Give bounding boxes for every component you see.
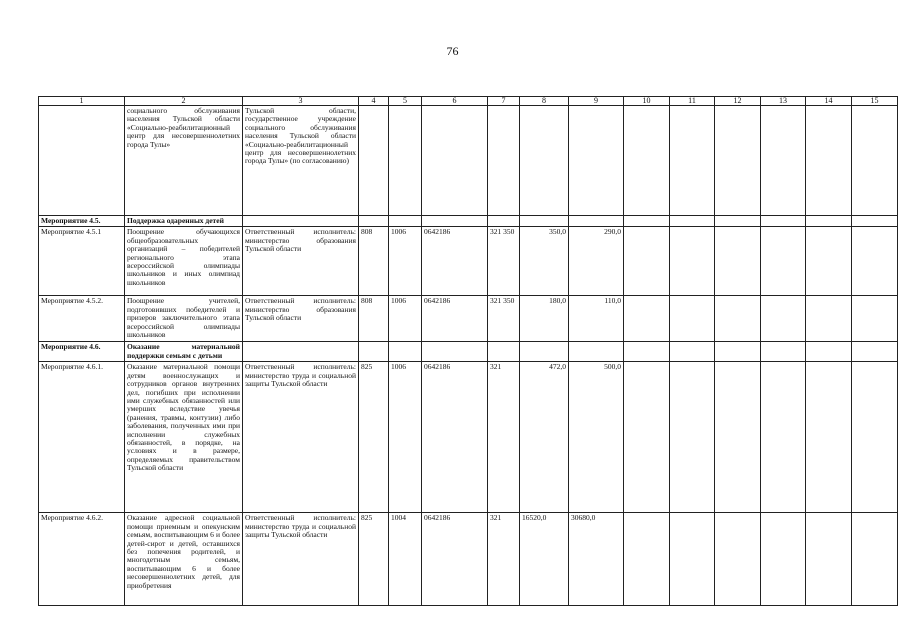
cell-target-code: 0642186 <box>422 362 488 513</box>
cell-amount: 30680,0 <box>569 513 624 606</box>
header-cell: 5 <box>389 97 422 106</box>
cell-measure: Мероприятие 4.6. <box>39 342 125 362</box>
section-row <box>39 216 898 227</box>
header-cell: 10 <box>624 97 670 106</box>
table-row <box>39 513 898 606</box>
header-cell: 11 <box>670 97 715 106</box>
cell-target-code: 0642186 <box>422 227 488 296</box>
cell-expense-code: 321 <box>488 362 520 513</box>
cell-measure: Мероприятие 4.5. <box>39 216 125 227</box>
cell-ministry-code: 825 <box>359 513 389 606</box>
header-cell: 2 <box>125 97 243 106</box>
table-header-row <box>39 97 898 106</box>
header-cell: 7 <box>488 97 520 106</box>
header-cell: 13 <box>761 97 806 106</box>
cell-executor: Ответственный исполнитель: министерство образования Тульской области <box>243 227 359 296</box>
cell-amount: 350,0 <box>520 227 569 296</box>
table-row <box>39 227 898 296</box>
cell-measure: Мероприятие 4.6.1. <box>39 362 125 513</box>
cell-amount: 290,0 <box>569 227 624 296</box>
cell-target-code: 0642186 <box>422 296 488 342</box>
header-cell: 12 <box>715 97 761 106</box>
page-number: 76 <box>446 44 459 58</box>
cell-measure <box>39 106 125 216</box>
cell-amount: 500,0 <box>569 362 624 513</box>
header-cell: 9 <box>569 97 624 106</box>
cell-section-code: 1006 <box>389 362 422 513</box>
cell-description: социального обслуживания населения Тульской области «Социально-реабилитационный центр для несовершеннолетних города Тулы» <box>125 106 243 216</box>
cell-target-code: 0642186 <box>422 513 488 606</box>
header-cell: 6 <box>422 97 488 106</box>
cell-description: Поощрение обучающихся общеобразовательных организаций – победителей регионального этапа всероссийской олимпиады школьников и иных олимпиад школьников <box>125 227 243 296</box>
cell-expense-code: 321 350 <box>488 296 520 342</box>
cell-section-code: 1004 <box>389 513 422 606</box>
header-cell: 15 <box>852 97 898 106</box>
cell-measure: Мероприятие 4.5.1 <box>39 227 125 296</box>
cell-amount: 472,0 <box>520 362 569 513</box>
table-row <box>39 362 898 513</box>
cell-section-code: 1006 <box>389 296 422 342</box>
cell-amount: 110,0 <box>569 296 624 342</box>
cell-description: Оказание адресной социальной помощи приемным и опекунским семьям, воспитывающим 6 и более детей-сирот и детей, оставшихся без попечения родителей, и многодетным семьям, воспитывающим 6 и более несовершеннолетних детей, для приобретения <box>125 513 243 606</box>
header-cell: 4 <box>359 97 389 106</box>
cell-executor: Ответственный исполнитель: министерство труда и социальной защиты Тульской области <box>243 513 359 606</box>
cell-expense-code: 321 <box>488 513 520 606</box>
cell-description: Оказание материальной помощи детям военнослужащих и сотрудников органов внутренних дел, погибших при исполнении ими служебных обязанностей или умерших вследствие увечья (ранения, травмы, контузии) либо заболевания, полученных ими при исполнении служебных обязанностей, в порядке, на условиях и в размере, определяемых правительством Тульской области <box>125 362 243 513</box>
section-row <box>39 342 898 362</box>
header-cell: 8 <box>520 97 569 106</box>
cell-ministry-code: 808 <box>359 296 389 342</box>
table-row <box>39 106 898 216</box>
cell-description: Поддержка одаренных детей <box>125 216 243 227</box>
cell-executor: Тульской области, государственное учреждение социального обслуживания населения Тульской области «Социально-реабилитационный центр для несовершеннолетних города Тулы» (по согласованию) <box>243 106 359 216</box>
header-cell: 14 <box>806 97 852 106</box>
cell-description: Поощрение учителей, подготовивших победителей и призеров заключительного этапа всероссийской олимпиады школьников <box>125 296 243 342</box>
cell-measure: Мероприятие 4.5.2. <box>39 296 125 342</box>
cell-executor: Ответственный исполнитель: министерство образования Тульской области <box>243 296 359 342</box>
header-cell: 3 <box>243 97 359 106</box>
cell-executor: Ответственный исполнитель: министерство труда и социальной защиты Тульской области <box>243 362 359 513</box>
cell-ministry-code: 825 <box>359 362 389 513</box>
cell-expense-code: 321 350 <box>488 227 520 296</box>
cell-measure: Мероприятие 4.6.2. <box>39 513 125 606</box>
cell-section-code: 1006 <box>389 227 422 296</box>
cell-ministry-code: 808 <box>359 227 389 296</box>
table-row <box>39 296 898 342</box>
cell-amount: 16520,0 <box>520 513 569 606</box>
cell-description: Оказание материальной поддержки семьям с детьми <box>125 342 243 362</box>
header-cell: 1 <box>39 97 125 106</box>
cell-amount: 180,0 <box>520 296 569 342</box>
program-table <box>38 96 898 606</box>
